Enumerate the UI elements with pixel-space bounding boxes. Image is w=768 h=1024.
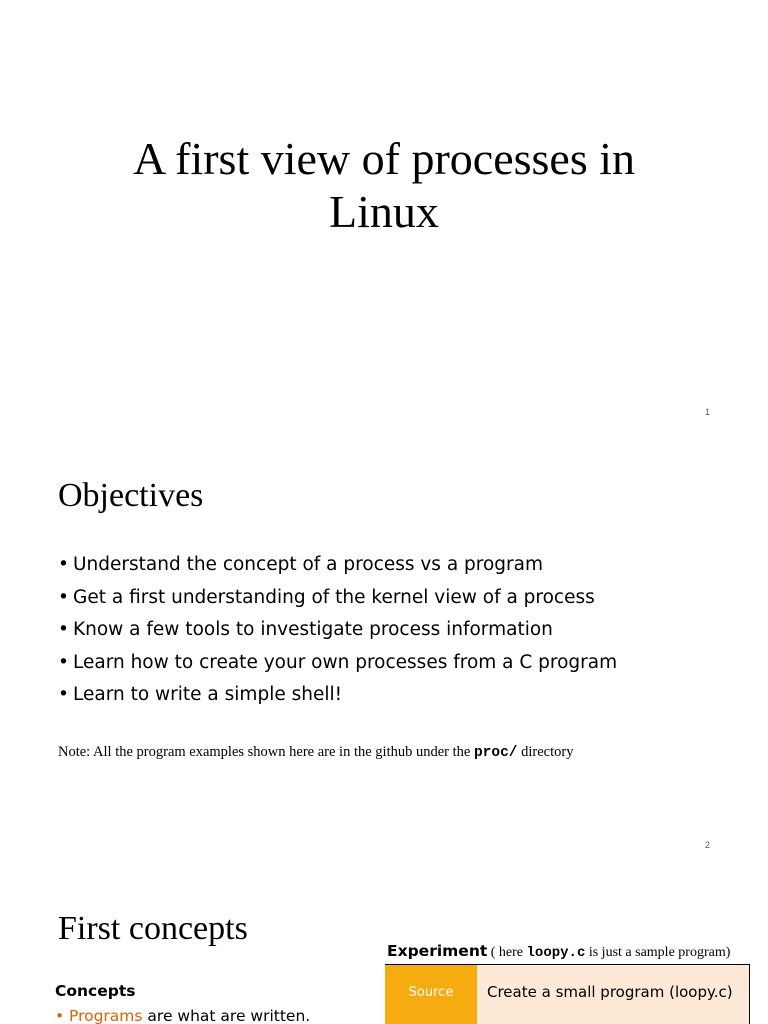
slide-1	[0, 0, 768, 433]
bullet-icon: •	[58, 651, 69, 673]
slide-title-line-1: A first view of processes in	[132, 133, 636, 184]
slide-title-line-2: Linux	[329, 186, 439, 237]
slide-heading: First concepts	[58, 910, 248, 947]
footnote: Note: All the program examples shown here are in the github under the proc/ directory	[58, 744, 574, 761]
concept-keyword: Programs	[69, 1007, 143, 1024]
slide-number: 2	[704, 840, 710, 850]
slide-heading: Objectives	[58, 477, 204, 514]
slide-3	[0, 866, 768, 1024]
list-item: • Programs are what are written.	[55, 1007, 311, 1024]
source-step	[385, 964, 750, 1024]
experiment-label: Experiment	[387, 942, 488, 960]
list-item: • Know a few tools to investigate process information	[58, 614, 617, 647]
bullet-icon: •	[58, 684, 69, 705]
bullet-icon: •	[58, 586, 69, 608]
list-item: • Learn how to create your own processes from a C program	[58, 647, 617, 680]
bullet-icon: •	[58, 619, 69, 640]
bullet-icon: •	[55, 1007, 65, 1024]
slide-title	[84, 132, 684, 238]
concepts-heading: Concepts	[55, 982, 136, 1000]
objectives-list	[58, 549, 617, 712]
list-item: • Get a first understanding of the kernel view of a process	[58, 582, 617, 615]
bullet-icon: •	[58, 554, 69, 575]
slide-2	[0, 433, 768, 866]
list-item: • Learn to write a simple shell!	[58, 679, 617, 712]
directory-code: proc/	[473, 745, 518, 761]
slide-number: 1	[704, 407, 710, 417]
source-step-text: Create a small program (loopy.c)	[487, 983, 733, 1001]
connector-marker-icon	[428, 1019, 433, 1024]
source-tag: Source	[385, 965, 477, 1024]
list-item: • Understand the concept of a process vs a program	[58, 549, 617, 582]
filename-code: loopy.c	[526, 945, 586, 961]
experiment-caption: Experiment ( here loopy.c is just a sample program)	[387, 942, 731, 961]
